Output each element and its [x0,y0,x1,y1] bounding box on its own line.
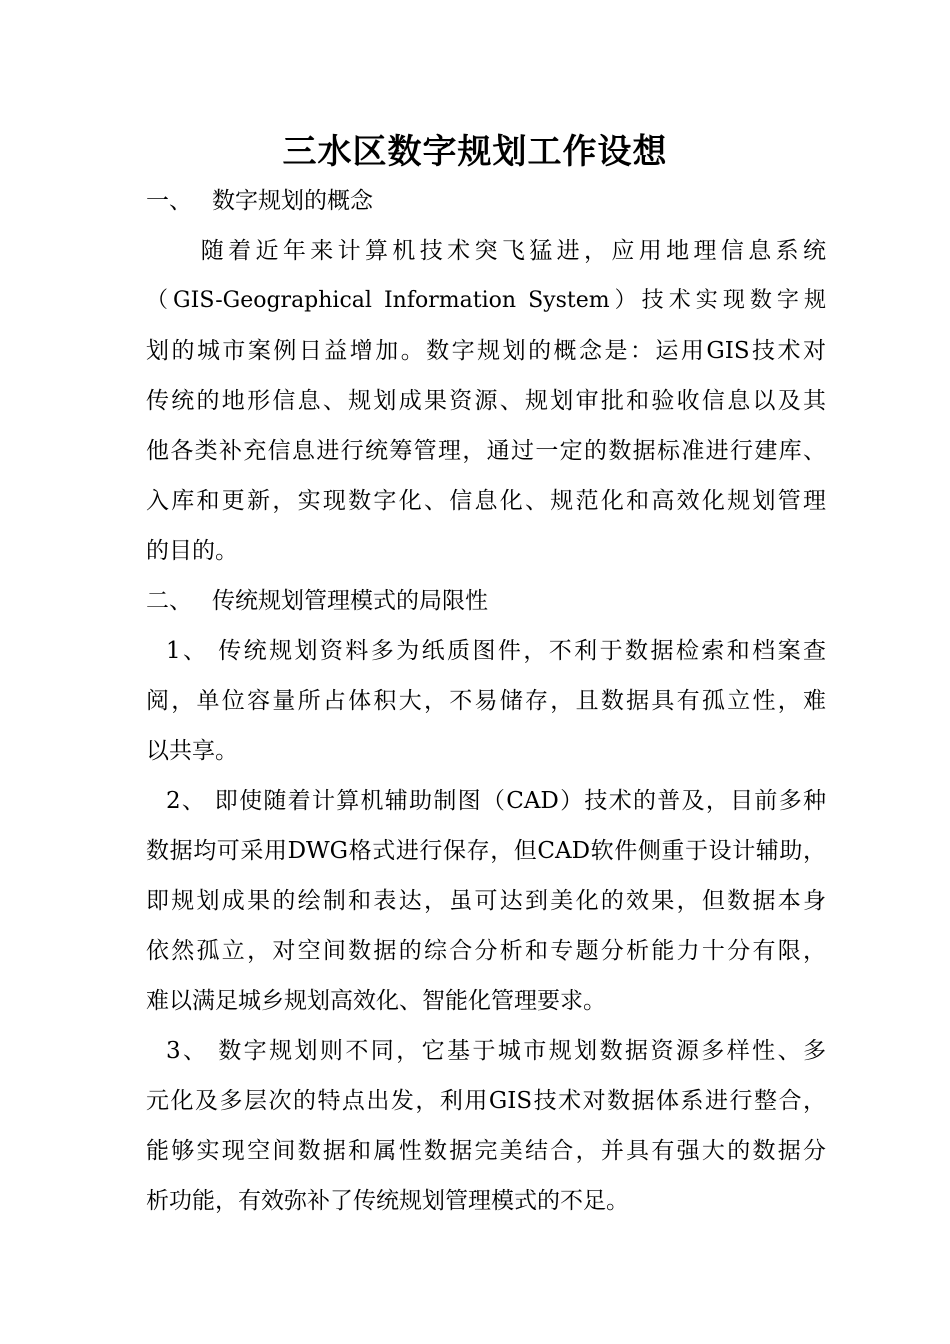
document-title: 三水区数字规划工作设想 [282,132,668,172]
paragraph-line: 入库和更新，实现数字化、信息化、规范化和高效化规划管理 [146,488,826,514]
list-item-line: 阅，单位容量所占体积大，不易储存，且数据具有孤立性，难 [146,688,826,714]
paragraph-line: 的目的。 [146,538,238,564]
list-item-line: 数据均可采用DWG格式进行保存，但CAD软件侧重于设计辅助， [146,838,826,864]
list-item-line: 依然孤立，对空间数据的综合分析和专题分析能力十分有限， [146,938,826,964]
section-heading-1 [146,184,826,218]
paragraph-line: 他各类补充信息进行统筹管理，通过一定的数据标准进行建库、 [146,438,826,464]
section-number-2: 二、 [146,588,192,614]
paragraph-line: 划的城市案例日益增加。数字规划的概念是：运用GIS技术对 [146,338,826,364]
list-item-line: 2、 即使随着计算机辅助制图（CAD）技术的普及，目前多种 [166,788,826,814]
list-item-line: 3、 数字规划则不同，它基于城市规划数据资源多样性、多 [166,1038,826,1064]
section-number-1: 一、 [146,188,192,214]
list-item-line: 能够实现空间数据和属性数据完美结合，并具有强大的数据分 [146,1138,826,1164]
paragraph-line: 传统的地形信息、规划成果资源、规划审批和验收信息以及其 [146,388,826,414]
list-item-line: 难以满足城乡规划高效化、智能化管理要求。 [146,988,606,1014]
list-item-line: 即规划成果的绘制和表达，虽可达到美化的效果，但数据本身 [146,888,826,914]
list-item-line: 元化及多层次的特点出发，利用GIS技术对数据体系进行整合， [146,1088,826,1114]
list-item-line: 1、 传统规划资料多为纸质图件，不利于数据检索和档案查 [166,638,826,664]
section-title-2: 传统规划管理模式的局限性 [212,588,488,614]
paragraph-line: （GIS-Geographical Information System）技术实现数字规 [146,288,826,313]
paragraph-line: 随着近年来计算机技术突飞猛进，应用地理信息系统 [146,238,826,264]
list-item-line: 以共享。 [146,738,238,764]
section-heading-2 [146,584,826,618]
list-item-line: 析功能，有效弥补了传统规划管理模式的不足。 [146,1188,629,1214]
section-title-1: 数字规划的概念 [212,188,373,214]
